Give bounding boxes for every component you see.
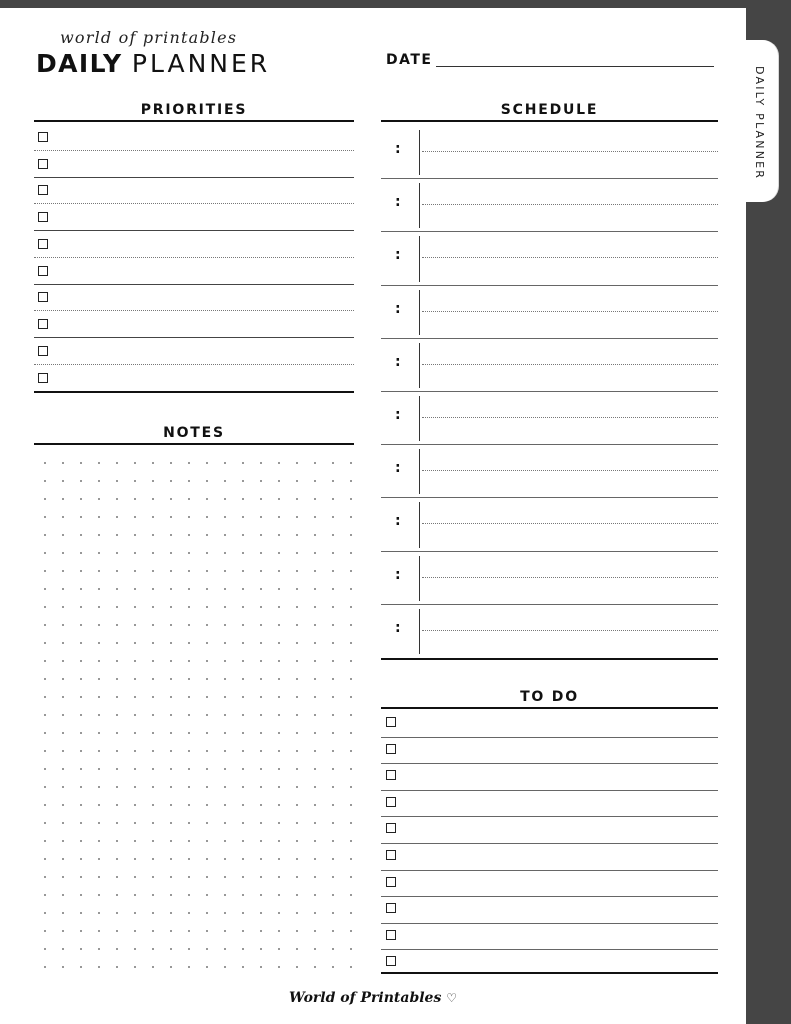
- schedule-slot-divider: [381, 497, 718, 498]
- priority-checkbox[interactable]: [38, 239, 48, 249]
- todo-divider: [381, 949, 718, 950]
- priority-divider: [34, 230, 354, 231]
- footer-brand: [0, 990, 746, 1006]
- schedule-divider-bar: [419, 396, 420, 441]
- schedule-slot-divider: [381, 551, 718, 552]
- schedule-heading: SCHEDULE: [381, 102, 718, 122]
- schedule-divider-bar: [419, 343, 420, 388]
- todo-bottom-rule: [381, 972, 718, 974]
- schedule-dotted-line[interactable]: [422, 523, 718, 524]
- todo-checkbox[interactable]: [386, 823, 396, 833]
- todo-checkbox[interactable]: [386, 956, 396, 966]
- todo-checkbox[interactable]: [386, 717, 396, 727]
- schedule-slot-divider: [381, 285, 718, 286]
- brand-script-logo: world of printables: [60, 28, 238, 47]
- todo-divider: [381, 737, 718, 738]
- todo-heading: TO DO: [381, 689, 718, 709]
- priority-checkbox[interactable]: [38, 346, 48, 356]
- schedule-dotted-line[interactable]: [422, 577, 718, 578]
- schedule-time-separator: :: [395, 460, 401, 477]
- schedule-time-separator: :: [395, 141, 401, 157]
- schedule-divider-bar: [419, 609, 420, 654]
- schedule-slot-divider: [381, 338, 718, 339]
- schedule-bottom-rule: [381, 658, 718, 660]
- schedule-slot-divider: [381, 444, 718, 445]
- footer-brand-text: World of Printables: [289, 990, 442, 1006]
- priority-dotted-line: [34, 150, 354, 151]
- schedule-time-separator: :: [395, 407, 401, 423]
- todo-divider: [381, 870, 718, 871]
- page-title: [36, 48, 270, 80]
- priority-checkbox[interactable]: [38, 292, 48, 302]
- todo-divider: [381, 763, 718, 764]
- schedule-divider-bar: [419, 449, 420, 494]
- priority-dotted-line: [34, 364, 354, 365]
- date-field[interactable]: [436, 66, 714, 67]
- schedule-dotted-line[interactable]: [422, 364, 718, 365]
- schedule-divider-bar: [419, 183, 420, 228]
- todo-checkbox[interactable]: [386, 850, 396, 860]
- schedule-slot-divider: [381, 604, 718, 605]
- todo-divider: [381, 896, 718, 897]
- priorities-heading: PRIORITIES: [34, 102, 354, 122]
- priority-checkbox[interactable]: [38, 159, 48, 169]
- priorities-bottom-rule: [34, 391, 354, 393]
- date-label: DATE: [386, 52, 433, 68]
- todo-checkbox[interactable]: [386, 770, 396, 780]
- todo-checkbox[interactable]: [386, 797, 396, 807]
- schedule-dotted-line[interactable]: [422, 311, 718, 312]
- schedule-divider-bar: [419, 130, 420, 175]
- schedule-divider-bar: [419, 290, 420, 335]
- schedule-time-separator: :: [395, 194, 401, 211]
- schedule-time-separator: :: [395, 300, 401, 317]
- todo-divider: [381, 843, 718, 844]
- priority-divider: [34, 337, 354, 338]
- schedule-divider-bar: [419, 502, 420, 547]
- schedule-slot-divider: [381, 178, 718, 179]
- schedule-time-separator: :: [395, 619, 401, 636]
- side-tab-label: DAILY PLANNER: [753, 66, 766, 181]
- schedule-slot-divider: [381, 231, 718, 232]
- priority-checkbox[interactable]: [38, 212, 48, 222]
- todo-divider: [381, 816, 718, 817]
- notes-dot-grid[interactable]: [34, 452, 356, 974]
- priority-checkbox[interactable]: [38, 319, 48, 329]
- priority-checkbox[interactable]: [38, 266, 48, 276]
- todo-checkbox[interactable]: [386, 744, 396, 754]
- schedule-dotted-line[interactable]: [422, 417, 718, 418]
- priority-divider: [34, 284, 354, 285]
- schedule-divider-bar: [419, 236, 420, 281]
- priority-checkbox[interactable]: [38, 132, 48, 142]
- priority-dotted-line: [34, 257, 354, 258]
- schedule-dotted-line[interactable]: [422, 470, 718, 471]
- page-title-light: PLANNER: [131, 49, 271, 78]
- schedule-divider-bar: [419, 556, 420, 601]
- schedule-dotted-line[interactable]: [422, 630, 718, 631]
- schedule-time-separator: :: [395, 566, 401, 583]
- schedule-time-separator: :: [395, 247, 401, 264]
- schedule-slot-divider: [381, 391, 718, 392]
- schedule-time-separator: :: [395, 513, 401, 530]
- schedule-dotted-line[interactable]: [422, 257, 718, 258]
- page-title-bold: DAILY: [36, 49, 123, 78]
- priority-divider: [34, 177, 354, 178]
- todo-divider: [381, 923, 718, 924]
- priority-checkbox[interactable]: [38, 185, 48, 195]
- notes-heading: NOTES: [34, 425, 354, 445]
- todo-checkbox[interactable]: [386, 930, 396, 940]
- heart-icon: ♡: [446, 991, 457, 1005]
- priority-dotted-line: [34, 310, 354, 311]
- priority-dotted-line: [34, 203, 354, 204]
- schedule-dotted-line[interactable]: [422, 151, 718, 152]
- todo-checkbox[interactable]: [386, 903, 396, 913]
- schedule-time-separator: :: [395, 353, 401, 370]
- schedule-dotted-line[interactable]: [422, 204, 718, 205]
- todo-divider: [381, 790, 718, 791]
- todo-checkbox[interactable]: [386, 877, 396, 887]
- priority-checkbox[interactable]: [38, 373, 48, 383]
